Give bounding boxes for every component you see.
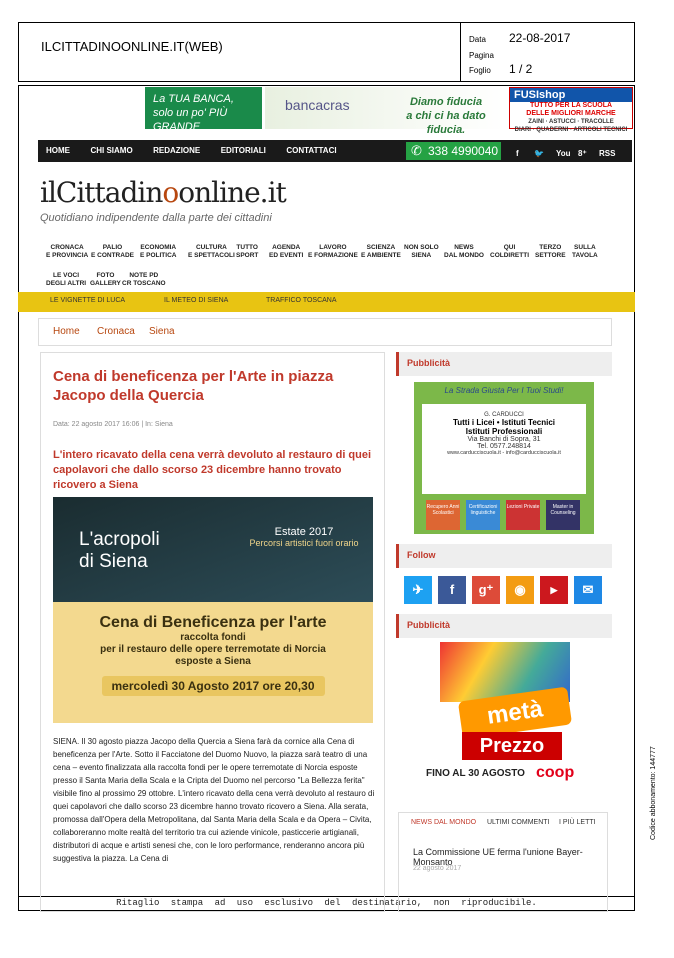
googleplus-icon[interactable]: 8⁺ [578, 149, 587, 158]
carducci-tel: Tel. 0577.248814 [477, 443, 531, 450]
cat-terzo-settore[interactable]: TERZO SETTORE [535, 244, 566, 259]
fusishop-sub1: TUTTO PER LA SCUOLA [529, 102, 613, 109]
cat-palio[interactable]: PALIO E CONTRADE [91, 244, 134, 259]
carducci-addr: Via Banchi di Sopra, 31 [467, 436, 541, 443]
poster-restauro: per il restauro delle opere terremotate di Norcia [100, 644, 326, 655]
bank-tagline: Diamo fiducia a chi ci ha dato fiducia. [406, 96, 486, 136]
googleplus-follow-icon[interactable]: g⁺ [472, 576, 500, 604]
coop-prezzo: Prezzo [462, 732, 562, 760]
fusishop-sub2: DELLE MIGLIORI MARCHE [526, 110, 616, 117]
cat-news[interactable]: NEWS DAL MONDO [444, 244, 484, 259]
tab-news-mondo[interactable]: NEWS DAL MONDO [411, 819, 477, 826]
tile-lezioni: Lezioni Private [506, 500, 540, 530]
poster-acropoli: L'acropoli di Siena [79, 529, 160, 572]
carducci-web: www.carducciscuola.it - info@carducciscuola.it [447, 450, 561, 456]
article-body: SIENA. Il 30 agosto piazza Jacopo della Quercia a Siena farà da cornice alla Cena di beneficenza per l'Arte. Sotto il Facciatone del Duomo Nuovo, la piazza sarà teatro di una cena – evento finalizzata alla raccolta fondi per le opere terremotate di Norcia esposte presso il Santa Maria della Scala e la Cripta del Duomo nel percorso "La Bellezza ferita" visibile fino al prossimo 29 ottobre. L'intero ricavato della cena verrà devoluto al restauro di quei capolavori che dallo scorso 23 dicembre hanno trovato ricovero a Siena. Alla serata, promossa dall'Opera della Metropolitana, dal Santa Maria della Scala e da Opera – Civita, collaboreranno molte realtà del territorio tra cui aziende vinicole, pasticcerie artigianali, distributori di acque e artisti senesi che, con le loro performance, renderanno ancora più suggestiva la piazza. La Cena di [53, 737, 375, 863]
pagina-label: Pagina [469, 51, 494, 60]
carducci-headline: La Strada Giusta Per I Tuoi Studi! [444, 386, 564, 395]
press-meta [460, 23, 636, 81]
bank-ad[interactable] [265, 87, 505, 136]
cat-foto[interactable]: FOTO GALLERY [90, 272, 121, 287]
clip-notice: Ritaglio stampa ad uso esclusivo del destinatario, non riproducibile. [19, 896, 634, 910]
coop-fino: FINO AL 30 AGOSTO [426, 768, 525, 779]
cat-note-pd[interactable]: NOTE PD CR TOSCANO [122, 272, 166, 287]
article-title: Cena di beneficenza per l'Arte in piazza Jacopo della Quercia [53, 368, 334, 404]
youtube-follow-icon[interactable]: ▶ [540, 576, 568, 604]
facebook-icon[interactable]: f [516, 149, 519, 158]
whatsapp-phone[interactable]: ✆ 338 4990040 [406, 142, 501, 160]
foglio-label: Foglio [469, 66, 491, 75]
cat-lavoro[interactable]: LAVORO E FORMAZIONE [308, 244, 358, 259]
cat-voci[interactable]: LE VOCI DEGLI ALTRI [46, 272, 87, 287]
source-name: ILCITTADINOONLINE.IT(WEB) [41, 39, 223, 54]
facebook-follow-icon[interactable]: f [438, 576, 466, 604]
fusishop-sub3: ZAINI · ASTUCCI · TRACOLLE [528, 119, 614, 125]
poster-esposte: esposte a Siena [175, 656, 251, 667]
site-logo[interactable]: ilCittadinoonline.it [40, 176, 286, 209]
data-label: Data [469, 35, 486, 44]
carducci-name: G. CARDUCCI [484, 412, 524, 418]
bank-ad-left[interactable] [145, 87, 262, 133]
data-value: 22-08-2017 [509, 31, 571, 45]
fusishop-sub4: DIARI · QUADERNI · ARTICOLI TECNICI [514, 127, 628, 133]
event-poster [53, 497, 373, 723]
coop-logo: coop [536, 764, 575, 781]
carducci-l1: Tutti i Licei • Istituti Tecnici [452, 418, 556, 427]
article-subtitle: L'intero ricavato della cena verrà devoluto al restauro di quei capolavori che dallo scorso 23 dicembre hanno trovato ricovero a Siena [53, 449, 372, 491]
crumb-home[interactable]: Home [53, 326, 80, 337]
follow-heading: Follow [396, 544, 612, 568]
twitter-icon[interactable]: 🐦 [534, 149, 544, 158]
nav-home[interactable]: HOME [46, 146, 70, 155]
subscription-code: Codice abbonamento: 144777 [650, 746, 657, 840]
main-nav [38, 140, 632, 162]
coop-ad[interactable] [420, 642, 590, 790]
article-date: Data: 22 agosto 2017 16:06 | In: Siena [53, 421, 173, 428]
breadcrumb [38, 318, 612, 346]
nav-editoriali[interactable]: EDITORIALI [220, 146, 266, 155]
cat-sulla-tavola[interactable]: SULLA TAVOLA [572, 244, 598, 259]
poster-date: mercoledì 30 Agosto 2017 ore 20,30 [102, 676, 325, 696]
link-traffico[interactable]: TRAFFICO TOSCANA [266, 297, 337, 304]
carducci-l2: Istituti Professionali [465, 427, 543, 436]
bank-logo: bancacras [285, 97, 350, 113]
yellow-bar [18, 292, 635, 312]
youtube-icon[interactable]: You [556, 149, 571, 158]
category-menu [38, 240, 632, 292]
article [40, 352, 385, 912]
poster-cena: Cena di Beneficenza per l'arte [99, 614, 327, 631]
tile-recupero: Recupero Anni Scolastici [426, 500, 460, 530]
link-meteo[interactable]: IL METEO DI SIENA [164, 297, 229, 304]
cat-cronaca[interactable]: CRONACA E PROVINCIA [46, 244, 89, 259]
rss-follow-icon[interactable]: ◉ [506, 576, 534, 604]
twitter-follow-icon[interactable]: ✈ [404, 576, 432, 604]
coop-meta: metà [458, 687, 572, 740]
carducci-tiles [426, 500, 582, 530]
nav-chi-siamo[interactable]: CHI SIAMO [90, 146, 133, 155]
nav-redazione[interactable]: REDAZIONE [153, 146, 201, 155]
tab-ultimi-commenti[interactable]: ULTIMI COMMENTI [487, 819, 550, 826]
rss-icon[interactable]: RSS [599, 149, 616, 158]
follow-icons [404, 576, 604, 606]
pub-heading-2: Pubblicità [396, 614, 612, 638]
cat-coldiretti[interactable]: QUI COLDIRETTI [490, 244, 529, 259]
bank-line1: La TUA BANCA, [153, 93, 234, 105]
tile-master: Master in Counseling [546, 500, 580, 530]
top-banner[interactable] [145, 87, 632, 136]
email-follow-icon[interactable]: ✉ [574, 576, 602, 604]
carducci-ad[interactable] [414, 382, 594, 534]
fusishop-title: FUSIshop [510, 88, 632, 102]
tab-piu-letti[interactable]: I PIÙ LETTI [559, 819, 596, 826]
pub-heading-1: Pubblicità [396, 352, 612, 376]
carducci-box [422, 404, 586, 494]
crumb-siena[interactable]: Siena [149, 326, 175, 337]
cat-economia[interactable]: ECONOMIA E POLITICA [140, 244, 177, 259]
news-item-date: 22 agosto 2017 [413, 865, 462, 872]
cat-non-solo-siena[interactable]: NON SOLO SIENA [404, 244, 439, 259]
tile-certificazioni: Certificazioni linguistiche [466, 500, 500, 530]
nav-contattaci[interactable]: CONTATTACI [286, 146, 337, 155]
cat-sport[interactable]: TUTTO SPORT [236, 244, 259, 259]
site-tagline: Quotidiano indipendente dalla parte dei cittadini [40, 212, 272, 224]
press-header [18, 22, 635, 82]
foglio-value: 1 / 2 [509, 62, 533, 76]
crumb-cronaca[interactable]: Cronaca [97, 326, 135, 337]
link-vignette[interactable]: LE VIGNETTE DI LUCA [50, 297, 126, 304]
news-tabs [398, 812, 608, 912]
poster-raccolta: raccolta fondi [180, 632, 246, 643]
cat-cultura[interactable]: CULTURA E SPETTACOLI [188, 244, 235, 259]
poster-season: Estate 2017 Percorsi artistici fuori orario [249, 526, 359, 548]
bank-line2: solo un po' PIÙ GRANDE [153, 107, 228, 133]
fusishop-ad[interactable] [509, 87, 633, 133]
cat-agenda[interactable]: AGENDA ED EVENTI [269, 244, 304, 259]
cat-scienza[interactable]: SCIENZA E AMBIENTE [361, 244, 401, 259]
news-item-title[interactable]: La Commissione UE ferma l'unione Bayer-Monsanto [413, 847, 583, 867]
